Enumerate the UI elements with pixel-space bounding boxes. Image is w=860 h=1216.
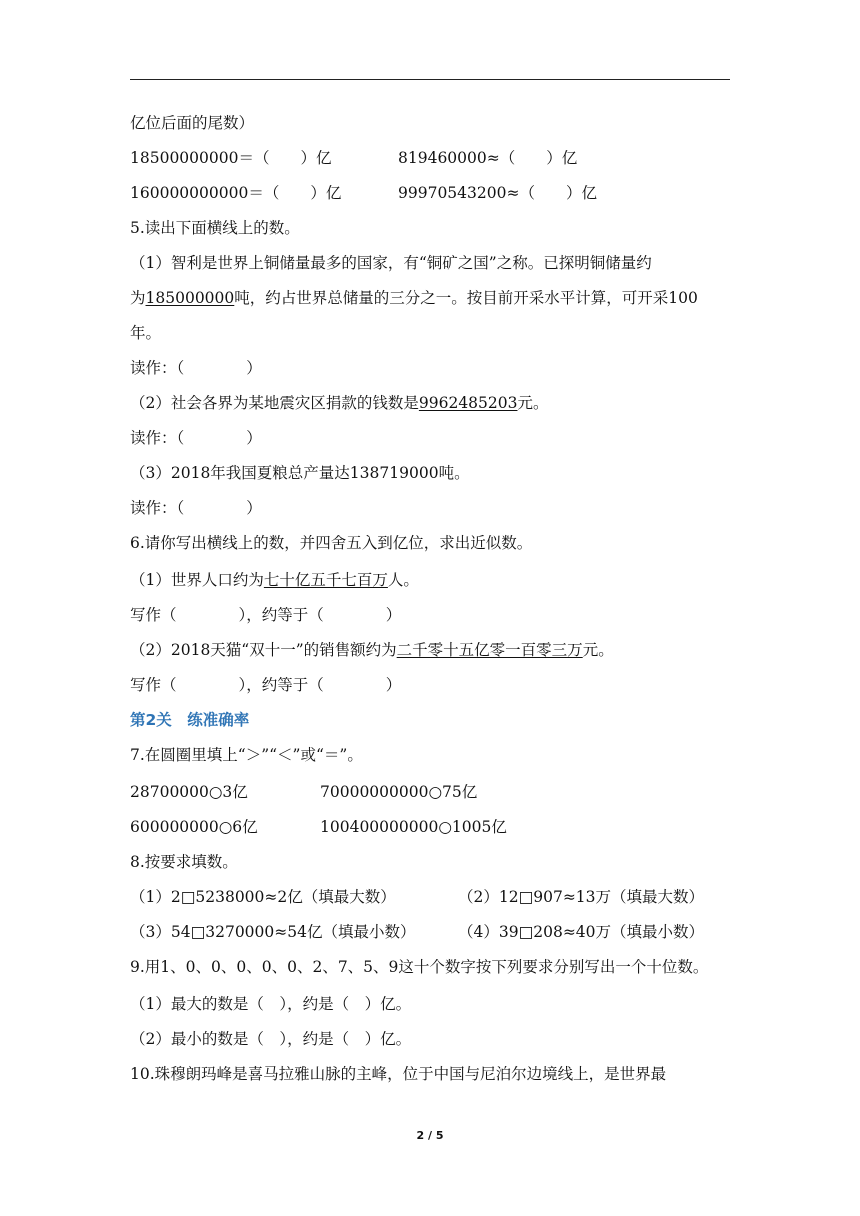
q5-part1-line1: （1）智利是世界上铜储量最多的国家，有“铜矿之国”之称。已探明铜储量约 [130,254,652,272]
q4-item-c: 160000000000＝（ ）亿 [130,184,342,202]
q7-item-a: 28700000○3亿 [130,783,248,801]
question-7-title: 7.在圆圈里填上“＞”“＜”或“＝”。 [130,746,363,764]
q6-part1 [130,570,419,590]
page-number: 2 / 5 [416,1129,444,1142]
read-as-answer-2: 读作：（ ） [130,429,262,447]
text: 吨，约占世界总储量的三分之一。按目前开采水平计算，可开采100 [234,289,698,307]
q8-item-3: （3）54□3270000≈54亿（填最小数） [130,923,416,941]
q8-item-1: （1）2□5238000≈2亿（填最大数） [130,888,396,906]
text: （2）2018天猫“双十一”的销售额约为 [130,641,397,659]
q9-item-1: （1）最大的数是（ ），约是（ ）亿。 [130,995,412,1013]
q9-item-2: （2）最小的数是（ ），约是（ ）亿。 [130,1030,412,1048]
question-8-title: 8.按要求填数。 [130,853,238,871]
underlined-number: 二千零十五亿零一百零三万 [396,641,583,659]
q5-part3: （3）2018年我国夏粮总产量达138719000吨。 [130,464,470,482]
read-as-answer-3: 读作：（ ） [130,499,262,517]
text: （2）社会各界为某地震灾区捐款的钱数是 [130,394,419,412]
section-heading: 第2关 练准确率 [130,711,250,729]
question-5-title: 5.读出下面横线上的数。 [130,219,300,237]
q6-part2 [130,640,614,660]
underlined-number: 七十亿五千七百万 [263,571,388,589]
q8-item-4: （4）39□208≈40万（填最小数） [458,923,705,941]
q7-item-d: 100400000000○1005亿 [320,818,507,836]
text-line: 亿位后面的尾数） [130,114,255,132]
header-rule [130,79,730,80]
q5-part2 [130,393,549,413]
q4-item-b: 819460000≈（ ）亿 [398,149,578,167]
q7-item-b: 70000000000○75亿 [320,783,478,801]
q4-item-d: 99970543200≈（ ）亿 [398,184,597,202]
q7-item-c: 600000000○6亿 [130,818,258,836]
text: （1）世界人口约为 [130,571,264,589]
text: 人。 [387,571,419,589]
write-answer-2: 写作（ ），约等于（ ） [130,676,402,694]
question-9-title: 9.用1、0、0、0、0、0、2、7、5、9这十个数字按下列要求分别写出一个十位数。 [130,958,709,976]
underlined-number: 9962485203 [418,394,518,412]
question-6-title: 6.请你写出横线上的数，并四舍五入到亿位，求出近似数。 [130,534,533,552]
underlined-number: 185000000 [145,289,235,307]
question-10-title: 10.珠穆朗玛峰是喜马拉雅山脉的主峰，位于中国与尼泊尔边境线上，是世界最 [130,1065,667,1083]
q4-item-a: 18500000000＝（ ）亿 [130,149,332,167]
text: 元。 [517,394,549,412]
text: 为 [130,289,146,307]
q5-part1-line3: 年。 [130,324,162,342]
write-answer-1: 写作（ ），约等于（ ） [130,606,402,624]
read-as-answer-1: 读作：（ ） [130,359,262,377]
text: 元。 [582,641,614,659]
q8-item-2: （2）12□907≈13万（填最大数） [458,888,705,906]
q5-part1-line2 [130,288,698,308]
